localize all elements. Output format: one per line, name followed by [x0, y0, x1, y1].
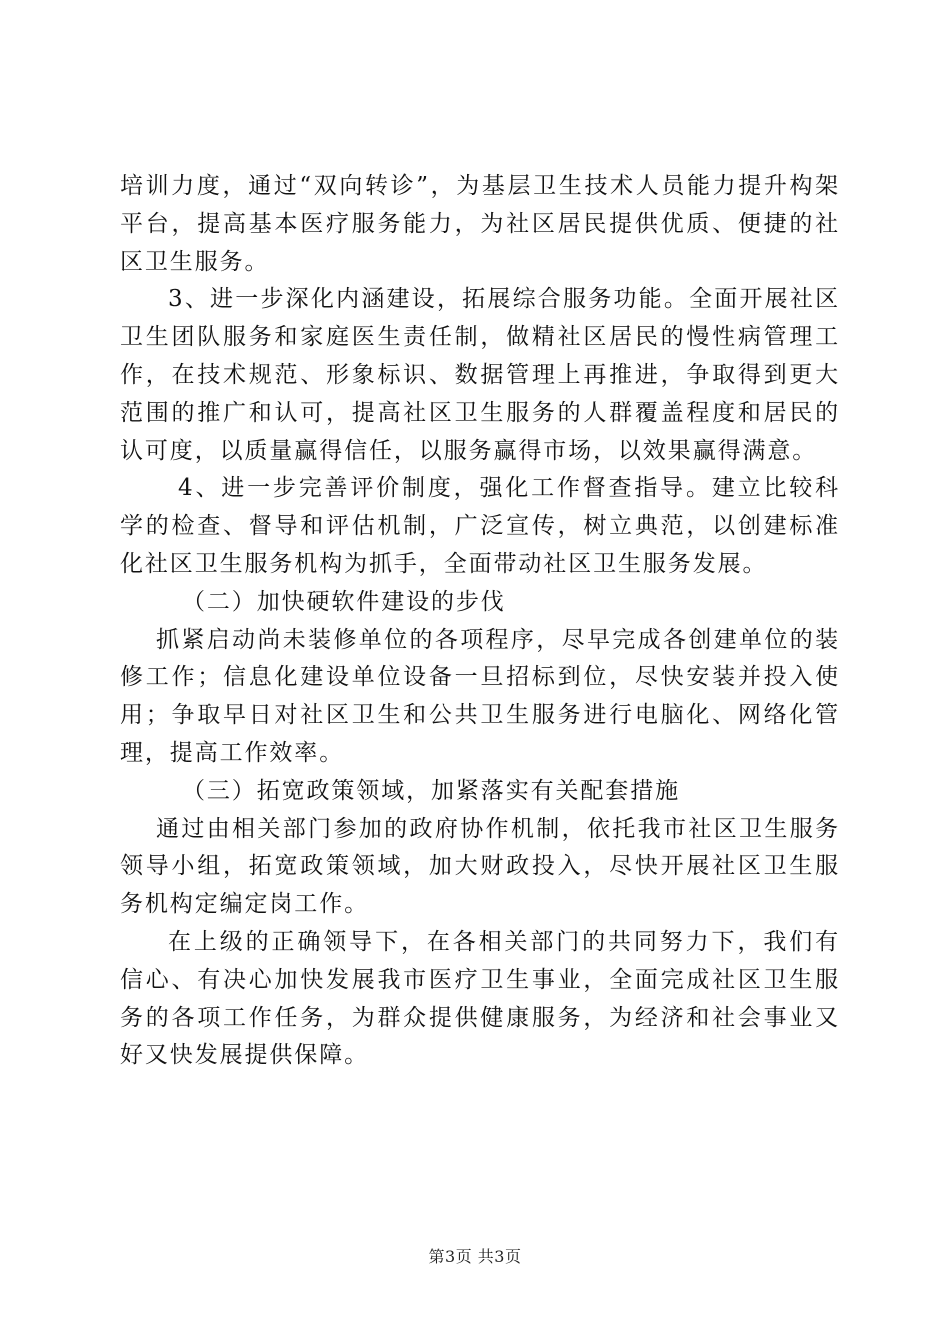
paragraph-section-2-body: 抓紧启动尚未装修单位的各项程序，尽早完成各创建单位的装修工作；信息化建设单位设备一旦招标到位，尽快安装并投入使用；争取早日对社区卫生和公共卫生服务进行电脑化、网络化管理，提高工作效率。 — [120, 626, 840, 766]
document-body — [120, 168, 840, 1075]
page-number-footer: 第3页 共3页 — [428, 1247, 522, 1266]
paragraph-continuation: 培训力度，通过“双向转诊”，为基层卫生技术人员能力提升构架平台，提高基本医疗服务能力，为社区居民提供优质、便捷的社区卫生服务。 — [120, 173, 840, 275]
paragraph-section-3-body: 通过由相关部门参加的政府协作机制，依托我市社区卫生服务领导小组，拓宽政策领域，加大财政投入，尽快开展社区卫生服务机构定编定岗工作。 — [120, 815, 840, 918]
section-heading-3: （三）拓宽政策领域，加紧落实有关配套措施 — [182, 777, 680, 804]
section-heading-2: （二）加快硬软件建设的步伐 — [182, 588, 506, 615]
paragraph-conclusion: 在上级的正确领导下，在各相关部门的共同努力下，我们有信心、有决心加快发展我市医疗卫生事业，全面完成社区卫生服务的各项工作任务，为群众提供健康服务，为经济和社会事业又好又快发展提供保障。 — [120, 928, 840, 1069]
paragraph-item-4: 4、进一步完善评价制度，强化工作督查指导。建立比较科学的检查、督导和评估机制，广泛宣传，树立典范，以创建标准化社区卫生服务机构为抓手，全面带动社区卫生服务发展。 — [120, 475, 840, 577]
paragraph-item-3: 3、进一步深化内涵建设，拓展综合服务功能。全面开展社区卫生团队服务和家庭医生责任制，做精社区居民的慢性病管理工作，在技术规范、形象标识、数据管理上再推进，争取得到更大范围的推广和认可，提高社区卫生服务的人群覆盖程度和居民的认可度，以质量赢得信任，以服务赢得市场，以效果赢得满意。 — [120, 286, 840, 464]
